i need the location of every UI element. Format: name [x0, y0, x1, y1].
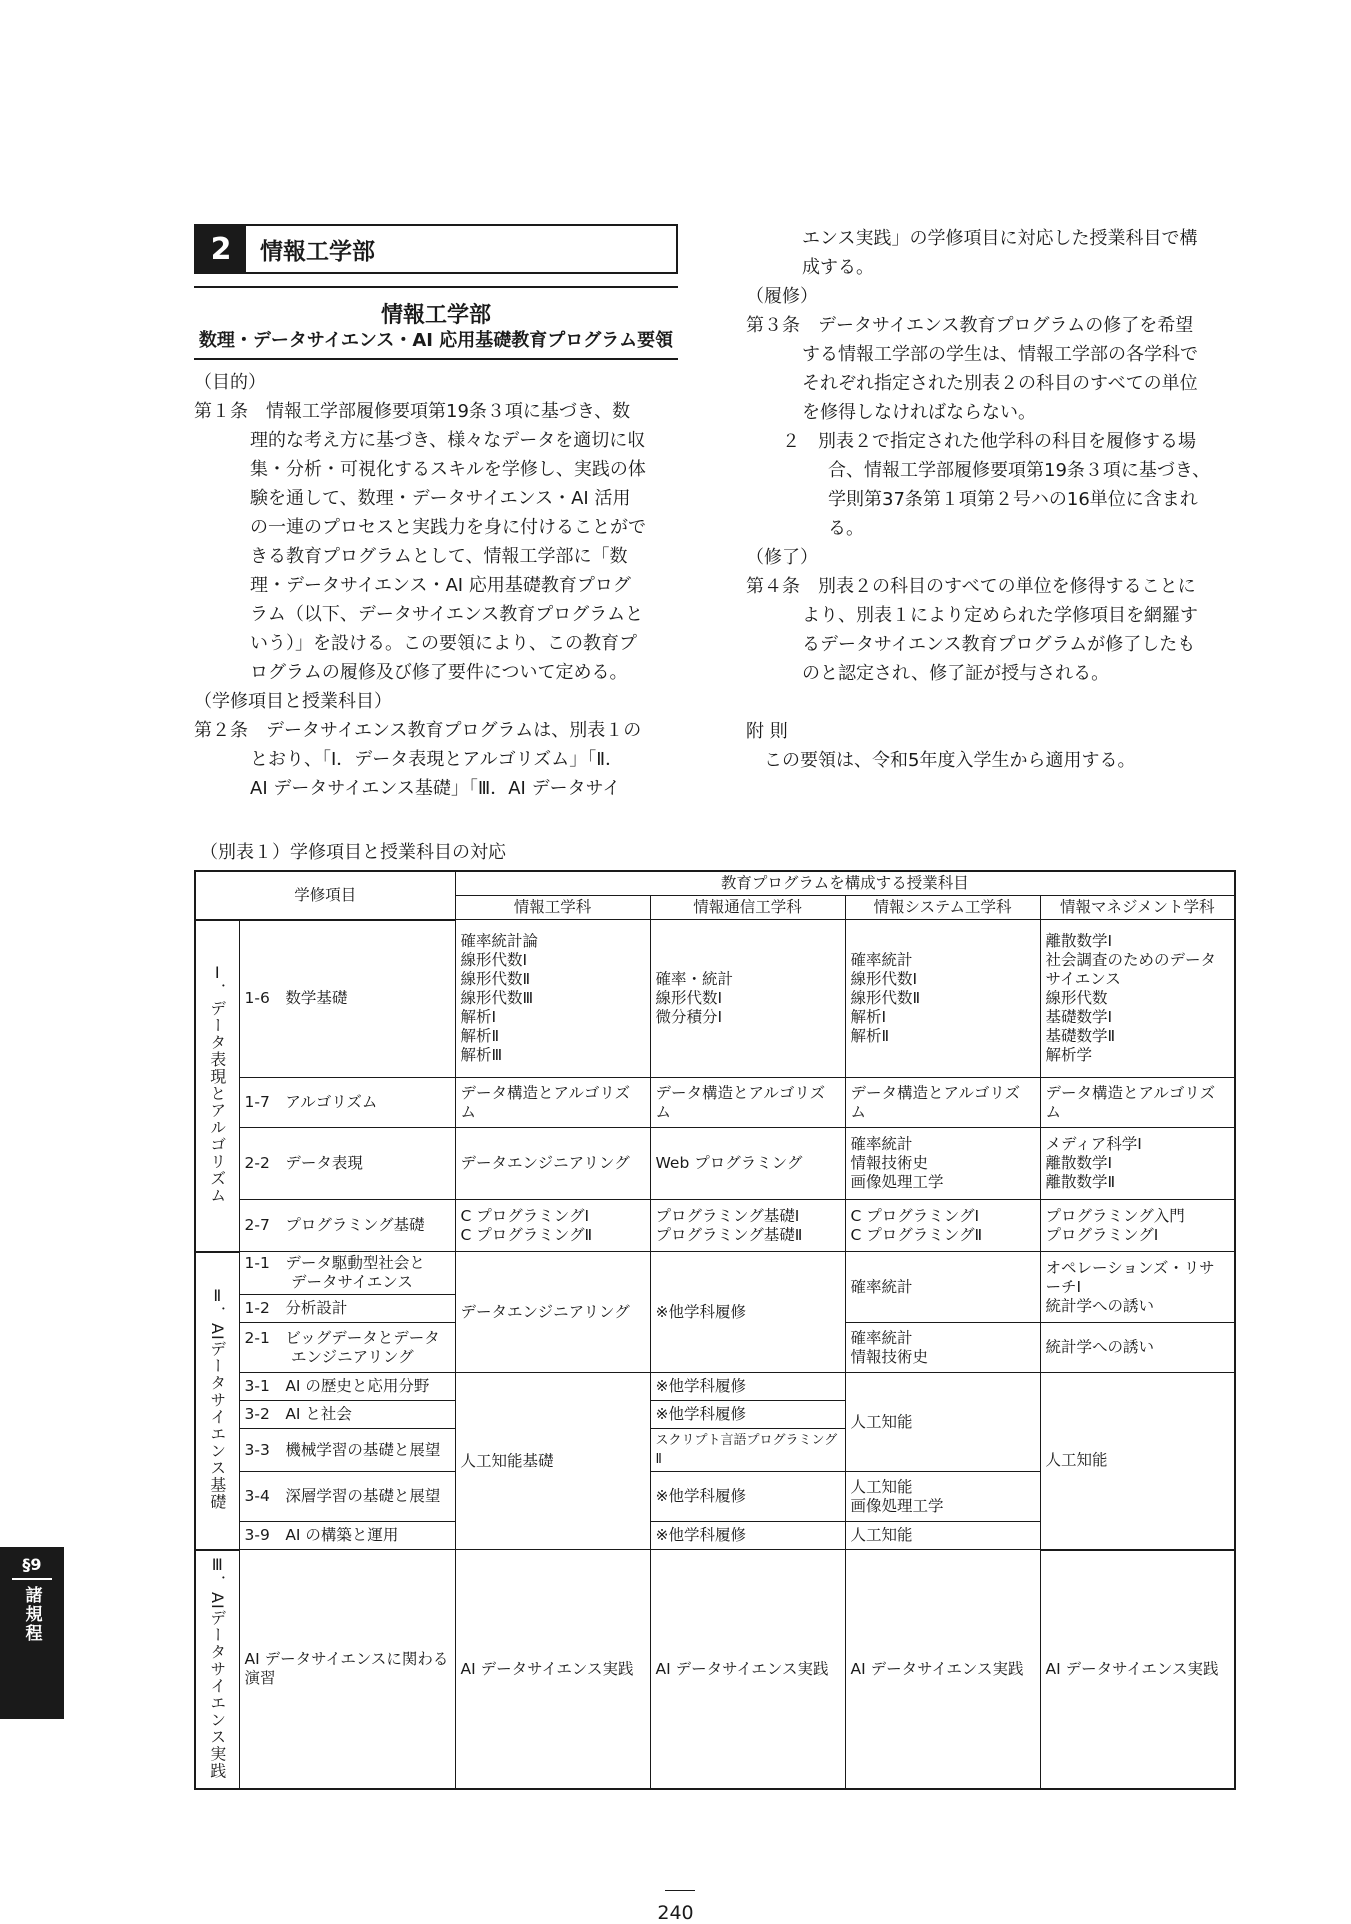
course-cell: 人工知能	[845, 1522, 1040, 1550]
course-cell: AI データサイエンス実践	[845, 1550, 1040, 1790]
title-rule-top	[194, 286, 678, 288]
course-cell: AI データサイエンス実践	[1040, 1550, 1235, 1790]
tab-divider	[12, 1578, 52, 1580]
text-line: 第２条 データサイエンス教育プログラムは、別表１の	[194, 720, 642, 741]
doc-title: 情報工学部	[380, 303, 491, 328]
course-cell: ※他学科履修	[650, 1252, 845, 1373]
course-cell: 統計学への誘い	[1040, 1323, 1235, 1373]
item-cell: 3-9 AI の構築と運用	[239, 1522, 455, 1550]
text-line: る。	[828, 518, 864, 539]
item-cell: 2-1 ビッグデータとデータ エンジニアリング	[239, 1323, 455, 1373]
item-cell: 3-4 深層学習の基礎と展望	[239, 1472, 455, 1522]
text-line: より、別表１により定められた学修項目を網羅す	[802, 605, 1198, 626]
header-dept-cs: 情報工学科	[455, 896, 650, 920]
course-cell: ※他学科履修	[650, 1401, 845, 1429]
text-line: ２ 別表２で指定された他学科の科目を履修する場	[746, 431, 1196, 452]
right-column-text	[746, 224, 1236, 775]
table-row	[195, 1252, 1235, 1295]
text-line: 学則第37条第１項第２号ハの16単位に含まれ	[828, 489, 1198, 510]
text-line: いう）」を設ける。この要領により、この教育プ	[250, 633, 637, 654]
text-line: （目的）	[194, 372, 266, 393]
doc-subtitle: 数理・データサイエンス・AI 応用基礎教育プログラム要領	[198, 330, 674, 351]
text-line: 第１条 情報工学部履修要項第19条３項に基づき、数	[194, 401, 631, 422]
course-cell: ※他学科履修	[650, 1472, 845, 1522]
category-1: Ⅰ．データ表現とアルゴリズム	[195, 920, 239, 1252]
header-row-1	[195, 871, 1235, 896]
course-cell: プログラミング基礎Ⅰ プログラミング基礎Ⅱ	[650, 1200, 845, 1252]
text-line: 成する。	[802, 257, 874, 278]
text-line: それぞれ指定された別表２の科目のすべての単位	[802, 373, 1198, 394]
text-line: るデータサイエンス教育プログラムが修了したも	[802, 634, 1196, 655]
header-dept-sys: 情報システム工学科	[845, 896, 1040, 920]
text-line: ログラムの履修及び修了要件について定める。	[250, 662, 628, 683]
text-line: とおり、「Ⅰ．データ表現とアルゴリズム」「Ⅱ．	[250, 749, 624, 770]
section-header	[194, 224, 678, 274]
course-cell: AI データサイエンス実践	[455, 1550, 650, 1790]
text-line: のと認定され、修了証が授与される。	[802, 663, 1110, 684]
course-cell: 確率統計 情報技術史	[845, 1323, 1040, 1373]
text-line: 集・分析・可視化するスキルを学修し、実践の体	[250, 459, 646, 480]
course-cell: 人工知能	[1040, 1373, 1235, 1550]
table-caption: （別表１）学修項目と授業科目の対応	[200, 842, 506, 863]
text-line: エンス実践」の学修項目に対応した授業科目で構	[802, 228, 1198, 249]
chapter-label: 諸規程	[21, 1586, 42, 1643]
table-row	[195, 1078, 1235, 1128]
page-number: 240	[657, 1902, 694, 1924]
text-line: 験を通して、数理・データサイエンス・AI 活用	[250, 488, 631, 509]
text-line: AI データサイエンス基礎」「Ⅲ．AI データサイ	[250, 778, 621, 799]
course-cell: ※他学科履修	[650, 1522, 845, 1550]
course-cell: メディア科学Ⅰ 離散数学Ⅰ 離散数学Ⅱ	[1040, 1128, 1235, 1200]
course-cell: C プログラミングⅠ C プログラミングⅡ	[455, 1200, 650, 1252]
left-column-text	[194, 368, 684, 803]
course-cell: データ構造とアルゴリズム	[1040, 1078, 1235, 1128]
course-cell: データ構造とアルゴリズム	[650, 1078, 845, 1128]
course-cell: スクリプト言語プログラミングⅡ	[650, 1429, 845, 1472]
category-2: Ⅱ．AIデータサイエンス基礎	[195, 1252, 239, 1550]
table-row	[195, 920, 1235, 1078]
page-number-rule	[665, 1890, 695, 1891]
table-row	[195, 1373, 1235, 1401]
header-program-courses: 教育プログラムを構成する授業科目	[455, 871, 1235, 896]
course-cell: 離散数学Ⅰ 社会調査のためのデータサイエンス 線形代数 基礎数学Ⅰ 基礎数学Ⅱ 解析学	[1040, 920, 1235, 1078]
course-cell: 人工知能基礎	[455, 1373, 650, 1550]
text-line: 第３条 データサイエンス教育プログラムの修了を希望	[746, 315, 1194, 336]
text-line: の一連のプロセスと実践力を身に付けることがで	[250, 517, 646, 538]
course-cell: ※他学科履修	[650, 1373, 845, 1401]
course-cell: 人工知能	[845, 1373, 1040, 1472]
table-row	[195, 1550, 1235, 1790]
course-cell: 人工知能 画像処理工学	[845, 1472, 1040, 1522]
header-dept-comm: 情報通信工学科	[650, 896, 845, 920]
section-number: 2	[196, 226, 246, 272]
course-cell: オペレーションズ・リサーチⅠ 統計学への誘い	[1040, 1252, 1235, 1323]
item-cell: 3-1 AI の歴史と応用分野	[239, 1373, 455, 1401]
item-cell: 1-2 分析設計	[239, 1295, 455, 1323]
item-cell: 1-6 数学基礎	[239, 920, 455, 1078]
course-cell: C プログラミングⅠ C プログラミングⅡ	[845, 1200, 1040, 1252]
course-cell: 確率統計論 線形代数Ⅰ 線形代数Ⅱ 線形代数Ⅲ 解析Ⅰ 解析Ⅱ 解析Ⅲ	[455, 920, 650, 1078]
item-cell: 2-2 データ表現	[239, 1128, 455, 1200]
course-cell: データ構造とアルゴリズム	[455, 1078, 650, 1128]
table-row	[195, 1128, 1235, 1200]
text-line: この要領は、令和5年度入学生から適用する。	[746, 750, 1136, 771]
course-cell: データエンジニアリング	[455, 1252, 650, 1373]
course-cell: 確率統計	[845, 1252, 1040, 1323]
header-dept-mgmt: 情報マネジメント学科	[1040, 896, 1235, 920]
category-3: Ⅲ．AIデータサイエンス実践	[195, 1550, 239, 1790]
course-cell: 確率・統計 線形代数Ⅰ 微分積分Ⅰ	[650, 920, 845, 1078]
item-cell: 1-7 アルゴリズム	[239, 1078, 455, 1128]
section-title: 情報工学部	[260, 238, 375, 265]
item-cell: 3-2 AI と社会	[239, 1401, 455, 1429]
text-line: を修得しなければならない。	[802, 402, 1036, 423]
text-line: 附 則	[746, 721, 788, 742]
course-cell: データ構造とアルゴリズム	[845, 1078, 1040, 1128]
text-line: （履修）	[746, 286, 818, 307]
course-cell: 確率統計 情報技術史 画像処理工学	[845, 1128, 1040, 1200]
table-row	[195, 1200, 1235, 1252]
item-cell: AI データサイエンスに関わる演習	[239, 1550, 455, 1790]
course-mapping-table	[194, 870, 1236, 1790]
item-cell: 2-7 プログラミング基礎	[239, 1200, 455, 1252]
text-line: 第４条 別表２の科目のすべての単位を修得することに	[746, 576, 1196, 597]
text-line	[746, 688, 1236, 717]
text-line: する情報工学部の学生は、情報工学部の各学科で	[802, 344, 1198, 365]
course-cell: 確率統計 線形代数Ⅰ 線形代数Ⅱ 解析Ⅰ 解析Ⅱ	[845, 920, 1040, 1078]
item-cell: 1-1 データ駆動型社会と データサイエンス	[239, 1252, 455, 1295]
text-line: きる教育プログラムとして、情報工学部に「数	[250, 546, 628, 567]
text-line: ラム（以下、データサイエンス教育プログラムと	[250, 604, 644, 625]
text-line: （学修項目と授業科目）	[194, 691, 392, 712]
title-rule-bottom	[194, 358, 678, 360]
course-cell: Web プログラミング	[650, 1128, 845, 1200]
item-cell: 3-3 機械学習の基礎と展望	[239, 1429, 455, 1472]
text-line: （修了）	[746, 547, 818, 568]
course-cell: プログラミング入門 プログラミングⅠ	[1040, 1200, 1235, 1252]
header-learning-item: 学修項目	[195, 871, 455, 920]
text-line: 合、情報工学部履修要項第19条３項に基づき、	[828, 460, 1211, 481]
course-cell: データエンジニアリング	[455, 1128, 650, 1200]
text-line: 理的な考え方に基づき、様々なデータを適切に収	[250, 430, 646, 451]
text-line: 理・データサイエンス・AI 応用基礎教育プログ	[250, 575, 631, 596]
course-cell: AI データサイエンス実践	[650, 1550, 845, 1790]
chapter-symbol: §9	[22, 1555, 42, 1574]
chapter-side-tab	[0, 1547, 64, 1719]
